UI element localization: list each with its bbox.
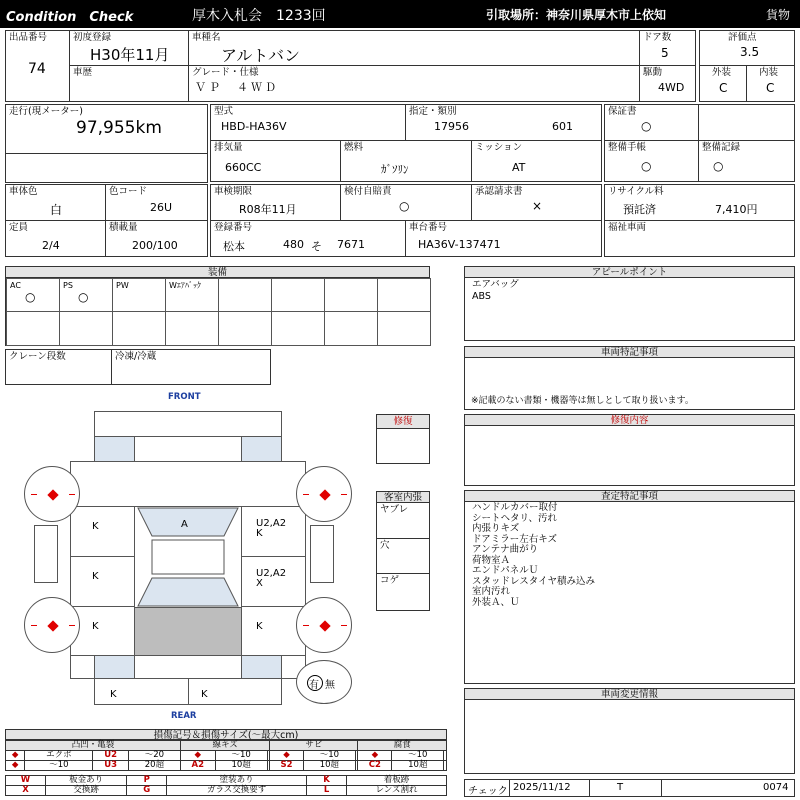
change-info-title: 車両変更情報 — [465, 689, 794, 700]
mark-right-front: U2,A2 K — [256, 518, 287, 539]
tire-mark — [303, 625, 309, 626]
displacement-value: 660CC — [225, 161, 262, 174]
sheet-title: Condition Check — [6, 10, 134, 25]
grade-box — [188, 65, 640, 102]
model-box — [210, 104, 406, 141]
color-label: 車体色 — [9, 186, 38, 197]
legend-scratch-code: A2 — [180, 761, 215, 771]
equip-cell — [218, 311, 272, 346]
tire-mark — [31, 625, 37, 626]
color-code-box — [105, 184, 208, 221]
code-k-label: 着板跡 — [347, 776, 447, 786]
plate-label: 登録番号 — [214, 222, 253, 233]
mark-left-quarter: K — [92, 621, 99, 632]
compulsory-value: ○ — [399, 199, 410, 213]
exterior-box — [699, 65, 747, 102]
appeal-title: アピールポイント — [465, 267, 794, 278]
drive-value: 4WD — [658, 81, 685, 94]
plate-area: 松本 — [223, 240, 245, 253]
interior-row — [377, 503, 429, 539]
mark-right-rear: U2,A2 X — [256, 568, 287, 589]
mark-roof: A — [181, 519, 188, 530]
panel-front-bumper[interactable] — [94, 411, 282, 437]
equip-cell — [324, 311, 378, 346]
warranty-value: ○ — [641, 119, 652, 133]
mileage-value: 97,955km — [76, 118, 162, 138]
drive-box — [639, 65, 696, 102]
code-w-label: 板金あり — [46, 776, 127, 786]
score-value: 3.5 — [740, 45, 760, 59]
repair-title: 修復内容 — [465, 415, 794, 426]
recycle-label: リサイクル料 — [608, 186, 664, 197]
panel-rear-left-light[interactable] — [94, 655, 135, 679]
equip-cell — [165, 311, 219, 346]
mileage-extra-box — [5, 153, 208, 183]
mark-left-rear: K — [92, 571, 99, 582]
crane-label: クレーン段数 — [9, 351, 66, 362]
interior-row — [377, 574, 429, 610]
interior-grade-box — [746, 65, 795, 102]
color-box — [5, 184, 106, 221]
diamond-icon: ◆ — [180, 751, 215, 761]
warranty-extra-box — [698, 104, 795, 141]
legend-scratch-over: 10超 — [215, 761, 267, 771]
equip-cell — [377, 278, 431, 312]
equip-ac — [6, 278, 60, 312]
inspection-box — [210, 184, 341, 221]
recycle-box — [604, 184, 795, 221]
legend-group-dent: 凸凹・亀裂 — [6, 741, 181, 751]
first-reg-value: H30年11月 — [90, 46, 170, 64]
front-label: FRONT — [168, 392, 201, 402]
equip-cell — [271, 278, 325, 312]
lot-number: 74 — [28, 61, 46, 77]
venue-title: 厚木入札会 1233回 — [192, 8, 326, 24]
maintenance-label: 整備手帳 — [608, 142, 647, 153]
code-l: L — [307, 786, 347, 796]
chassis-label: 車台番号 — [409, 222, 448, 233]
legend-title: 損傷記号＆損傷サイズ(～最大cm) — [5, 729, 447, 740]
plate-class: 480 — [283, 238, 304, 251]
warranty-box — [604, 104, 699, 141]
interior-row-hole: 穴 — [380, 540, 390, 551]
plate-kana: そ — [311, 240, 322, 253]
left-mirror[interactable] — [34, 525, 58, 583]
interior-row — [377, 539, 429, 574]
tire-front-left[interactable] — [24, 466, 80, 522]
mark-right-quarter: K — [256, 621, 263, 632]
tire-mark — [69, 625, 75, 626]
tire-mark — [303, 494, 309, 495]
legend-dent-c: ～20 — [128, 751, 180, 761]
doors-box — [639, 30, 696, 66]
equipment-grid — [6, 278, 431, 346]
legend-dent-a: エクボ — [25, 751, 93, 761]
windshield-shapes — [134, 506, 242, 608]
spare-no: 無 — [325, 680, 335, 691]
compulsory-label: 検付自賠責 — [344, 186, 392, 197]
compulsory-box — [340, 184, 472, 221]
maintenance-record-box — [698, 140, 795, 182]
legend-rust-code: S2 — [270, 761, 303, 771]
chassis-box — [405, 220, 602, 257]
mileage-box — [5, 104, 208, 154]
load-box — [105, 220, 208, 257]
repair-panel — [464, 414, 795, 486]
capacity-box — [5, 220, 106, 257]
mission-label: ミッション — [475, 142, 523, 153]
tire-dot — [47, 489, 58, 500]
equip-ps-mark: ○ — [78, 290, 89, 304]
load-label: 積載量 — [109, 222, 138, 233]
equip-cell — [271, 311, 325, 346]
rear-window — [138, 578, 238, 606]
model-label: 型式 — [214, 106, 234, 117]
capacity-value: 2/4 — [42, 239, 60, 252]
inspection-notes-lines: ハンドルカバー取付 シートヘタリ、汚れ 内張りキズ ドアミラー左右キズ アンテナ曲がり 荷物室Ａ エンドパネルＵ スタッドレスタイヤ積み込み 室内汚れ 外装Ａ、Ｕ — [472, 502, 596, 608]
legend-corrosion-size: ～10 — [392, 751, 444, 761]
approval-box — [471, 184, 602, 221]
approval-value: × — [532, 199, 543, 213]
maintenance-value: ○ — [641, 159, 652, 173]
interior-title: 客室内張 — [377, 492, 429, 503]
legend-scratch-size: ～10 — [215, 751, 267, 761]
diamond-icon: ◆ — [6, 751, 25, 761]
check-code: T — [617, 782, 624, 793]
tire-front-right[interactable] — [296, 466, 352, 522]
designation-box — [405, 104, 602, 141]
interior-panel — [376, 491, 430, 611]
equip-airbag — [165, 278, 219, 312]
recycle-fee: 7,410円 — [715, 203, 758, 216]
load-value: 200/100 — [132, 239, 178, 252]
interior-label: 内装 — [759, 67, 779, 78]
legend-dent-d: ～10 — [25, 761, 93, 771]
inspection-notes-title: 査定特記事項 — [465, 491, 794, 502]
grade-value: ＶＰ ４ＷＤ — [195, 81, 279, 94]
panel-cargo[interactable] — [134, 607, 242, 656]
maintenance-box — [604, 140, 699, 182]
legend-group-corrosion: 腐食 — [358, 741, 447, 751]
color-code-value: 26U — [150, 201, 173, 214]
legend-dent-b: U2 — [93, 751, 128, 761]
equip-airbag-label: Wｴｱﾊﾞｯｸ — [169, 281, 201, 290]
repair-box-label: 修復 — [377, 415, 429, 429]
code-x-label: 交換跡 — [46, 786, 127, 796]
right-mirror[interactable] — [310, 525, 334, 583]
special-notes-text: ※記載のない書類・機器等は無しとして取り扱います。 — [471, 396, 694, 406]
equip-ac-mark: ○ — [25, 290, 36, 304]
interior-value: C — [766, 81, 775, 95]
displacement-box — [210, 140, 341, 182]
panel-hood[interactable] — [70, 461, 306, 507]
legend-codes — [5, 775, 447, 796]
legend-rust-over: 10超 — [303, 761, 355, 771]
drive-label: 駆動 — [643, 67, 663, 78]
interior-row-burn: コゲ — [380, 575, 400, 586]
plate-box — [210, 220, 406, 257]
panel-left-front-door[interactable] — [70, 506, 135, 557]
fuel-value: ｶﾞｿﾘﾝ — [381, 163, 409, 176]
tire-dot — [319, 489, 330, 500]
mission-value: AT — [512, 161, 526, 174]
color-value: 白 — [50, 203, 63, 217]
legend-dent-e: U3 — [93, 761, 128, 771]
designation-label: 指定・類別 — [409, 106, 457, 117]
legend-group-scratch: 線キズ — [180, 741, 269, 751]
equip-ps — [59, 278, 113, 312]
legend-table — [5, 740, 447, 771]
rear-label: REAR — [171, 711, 197, 721]
code-x: X — [6, 786, 46, 796]
legend-empty — [444, 761, 447, 771]
appeal-panel — [464, 266, 795, 341]
code-g-label: ガラス交換要す — [167, 786, 307, 796]
change-info-panel — [464, 688, 795, 774]
equipment-panel — [5, 266, 430, 346]
repair-box — [376, 414, 430, 464]
tire-mark — [31, 494, 37, 495]
legend-dent-f: 20超 — [128, 761, 180, 771]
special-notes-panel — [464, 346, 795, 410]
pickup-location: 引取場所：神奈川県厚木市上依知 — [486, 8, 667, 22]
panel-front-left-light[interactable] — [94, 436, 135, 462]
special-notes-title: 車両特記事項 — [465, 347, 794, 358]
header-bar — [0, 0, 800, 28]
panel-left-quarter[interactable] — [70, 606, 135, 656]
freezer-label: 冷凍/冷蔵 — [115, 351, 157, 362]
maintenance-record-label: 整備記録 — [702, 142, 741, 153]
tire-mark — [341, 625, 347, 626]
maintenance-record-value: ○ — [713, 159, 724, 173]
welfare-box — [604, 220, 795, 257]
legend-rust-size: ～10 — [303, 751, 355, 761]
tire-mark — [69, 494, 75, 495]
panel-front-right-light[interactable] — [241, 436, 282, 462]
tire-dot — [319, 620, 330, 631]
tire-dot — [47, 620, 58, 631]
panel-front-grille[interactable] — [134, 436, 242, 462]
mark-left-front: K — [92, 521, 99, 532]
inspection-notes-panel — [464, 490, 795, 684]
equip-ps-label: PS — [63, 281, 73, 290]
interior-row-tear: ヤブレ — [380, 504, 409, 515]
mileage-label: 走行(現メーター) — [9, 106, 83, 117]
panel-left-rear-door[interactable] — [70, 556, 135, 607]
fuel-box — [340, 140, 472, 182]
tire-rear-left[interactable] — [24, 597, 80, 653]
equip-cell — [6, 311, 60, 346]
equipment-title: 装備 — [6, 267, 429, 278]
equip-pw — [112, 278, 166, 312]
category-number: 601 — [552, 120, 573, 133]
fuel-label: 燃料 — [344, 142, 364, 153]
tire-mark — [341, 494, 347, 495]
grade-label: グレード・仕様 — [192, 67, 259, 78]
designation-value: 17956 — [434, 120, 469, 133]
spare-yes: 有 — [309, 680, 319, 691]
inspection-label: 車検期限 — [214, 186, 253, 197]
check-date: 2025/11/12 — [513, 782, 571, 793]
divider — [509, 780, 510, 796]
appeal-lines: エアバッグ ABS — [472, 279, 519, 302]
exterior-value: C — [719, 81, 728, 95]
panel-rear-right-light[interactable] — [241, 655, 282, 679]
divider — [589, 780, 590, 796]
equip-ac-label: AC — [10, 281, 21, 290]
history-box — [69, 65, 189, 102]
car-name-label: 車種名 — [192, 32, 221, 43]
displacement-label: 排気量 — [214, 142, 243, 153]
first-reg-box — [69, 30, 189, 66]
score-box — [699, 30, 795, 66]
mark-rear-left: K — [110, 689, 117, 700]
check-number: 0074 — [763, 782, 789, 793]
lot-label: 出品番号 — [9, 32, 48, 43]
car-name-value: アルトバン — [221, 46, 301, 65]
model-value: HBD-HA36V — [221, 120, 287, 133]
spare-tire[interactable] — [296, 660, 352, 704]
freezer-box — [111, 349, 271, 385]
welfare-label: 福祉車両 — [608, 222, 647, 233]
doors-value: 5 — [661, 46, 669, 60]
vehicle-category: 貨物 — [766, 8, 791, 22]
lot-box — [5, 30, 70, 102]
diamond-icon: ◆ — [6, 761, 25, 771]
equip-cell — [324, 278, 378, 312]
chassis-value: HA36V-137471 — [418, 238, 501, 251]
tire-rear-right[interactable] — [296, 597, 352, 653]
legend-corrosion-over: 10超 — [392, 761, 444, 771]
check-label: チェック — [468, 786, 508, 797]
warranty-label: 保証書 — [608, 106, 637, 117]
capacity-label: 定員 — [9, 222, 29, 233]
check-footer — [464, 779, 795, 797]
crane-box — [5, 349, 112, 385]
plate-number: 7671 — [337, 238, 365, 251]
code-p: P — [127, 776, 167, 786]
exterior-label: 外装 — [712, 67, 732, 78]
code-w: W — [6, 776, 46, 786]
legend-corrosion-c — [444, 751, 447, 761]
approval-label: 承認請求書 — [475, 186, 523, 197]
code-g: G — [127, 786, 167, 796]
equip-cell — [112, 311, 166, 346]
mark-rear-right: K — [201, 689, 208, 700]
equip-cell — [377, 311, 431, 346]
code-p-label: 塗装あり — [167, 776, 307, 786]
divider — [661, 780, 662, 796]
diamond-icon: ◆ — [270, 751, 303, 761]
windshield — [138, 508, 238, 536]
recycle-status: 預託済 — [623, 203, 656, 216]
roof — [152, 540, 224, 574]
equip-pw-label: PW — [116, 281, 129, 290]
legend-corrosion-code: C2 — [358, 761, 392, 771]
diamond-icon: ◆ — [358, 751, 392, 761]
equip-cell — [218, 278, 272, 312]
code-l-label: レンズ割れ — [347, 786, 447, 796]
mission-box — [471, 140, 602, 182]
history-label: 車歴 — [73, 67, 93, 78]
code-k: K — [307, 776, 347, 786]
first-reg-label: 初度登録 — [73, 32, 112, 43]
inspection-value: R08年11月 — [239, 203, 297, 216]
score-label: 評価点 — [728, 32, 757, 43]
legend-group-rust: サビ — [270, 741, 358, 751]
car-name-box — [188, 30, 640, 66]
color-code-label: 色コード — [109, 186, 148, 197]
equip-cell — [59, 311, 113, 346]
bumper-divider — [188, 678, 189, 705]
doors-label: ドア数 — [643, 32, 672, 43]
